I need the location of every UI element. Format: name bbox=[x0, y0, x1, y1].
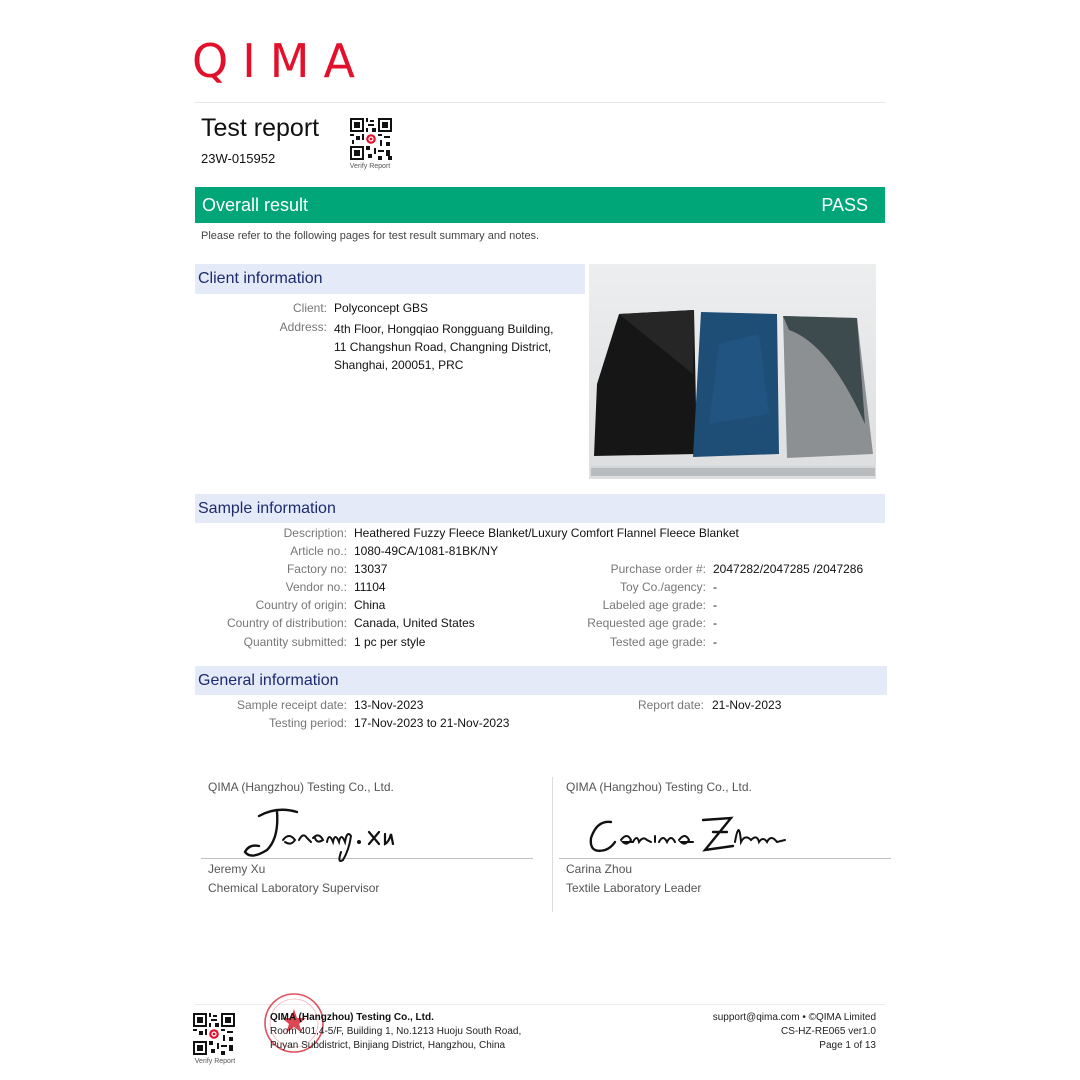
testing-period-label: Testing period: bbox=[268, 716, 347, 730]
vendor-no-label: Vendor no.: bbox=[285, 580, 347, 594]
footer-address-line: Room 401,4-5/F, Building 1, No.1213 Huoju South Road, bbox=[270, 1026, 522, 1037]
signer-role: Chemical Laboratory Supervisor bbox=[208, 881, 380, 895]
client-value: Polyconcept GBS bbox=[334, 301, 429, 315]
address-label: Address: bbox=[279, 320, 327, 334]
requested-age-value: - bbox=[713, 616, 717, 630]
footer-verify-qr[interactable] bbox=[188, 1013, 244, 1065]
address-line: 11 Changshun Road, Changning District, bbox=[334, 340, 552, 354]
address-value bbox=[334, 320, 554, 374]
testing-period-value: 17-Nov-2023 to 21-Nov-2023 bbox=[354, 716, 510, 730]
labeled-age-label: Labeled age grade: bbox=[602, 598, 706, 612]
signature-image bbox=[559, 794, 891, 858]
overall-result-label: Overall result bbox=[202, 194, 309, 215]
country-distribution-label: Country of distribution: bbox=[226, 616, 347, 630]
labeled-age-value: - bbox=[713, 598, 717, 612]
tested-age-label: Tested age grade: bbox=[609, 635, 706, 649]
sample-receipt-label: Sample receipt date: bbox=[236, 698, 347, 712]
factory-no-label: Factory no: bbox=[286, 562, 347, 576]
signer-company: QIMA (Hangzhou) Testing Co., Ltd. bbox=[566, 780, 752, 794]
footer-doc-code: CS-HZ-RE065 ver1.0 bbox=[780, 1026, 876, 1037]
purchase-order-value: 2047282/2047285 /2047286 bbox=[713, 562, 864, 576]
quantity-value: 1 pc per style bbox=[354, 635, 426, 649]
signature-image bbox=[201, 794, 533, 858]
purchase-order-label: Purchase order #: bbox=[610, 562, 706, 576]
signature-block-2 bbox=[559, 780, 891, 895]
footer-company-name: QIMA (Hangzhou) Testing Co., Ltd. bbox=[270, 1012, 434, 1023]
address-line: 4th Floor, Hongqiao Rongguang Building, bbox=[334, 322, 554, 336]
factory-no-value: 13037 bbox=[354, 562, 388, 576]
overall-result-bar bbox=[195, 187, 885, 223]
header-divider bbox=[195, 102, 885, 103]
qima-logo: QIMA bbox=[192, 34, 369, 88]
qr-code-icon bbox=[350, 118, 392, 160]
signer-company: QIMA (Hangzhou) Testing Co., Ltd. bbox=[208, 780, 394, 794]
signer-name: Carina Zhou bbox=[566, 862, 633, 876]
requested-age-label: Requested age grade: bbox=[587, 616, 706, 630]
country-origin-label: Country of origin: bbox=[255, 598, 347, 612]
country-distribution-value: Canada, United States bbox=[354, 616, 475, 630]
client-information-heading bbox=[195, 264, 585, 294]
description-value: Heathered Fuzzy Fleece Blanket/Luxury Comfort Flannel Fleece Blanket bbox=[354, 526, 739, 540]
country-origin-value: China bbox=[354, 598, 386, 612]
toy-agency-label: Toy Co./agency: bbox=[619, 580, 706, 594]
section-title: General information bbox=[198, 671, 339, 689]
quantity-label: Quantity submitted: bbox=[243, 635, 347, 649]
tested-age-value: - bbox=[713, 635, 717, 649]
verify-report-label: Verify Report bbox=[349, 163, 391, 170]
section-title: Client information bbox=[198, 270, 323, 287]
article-value: 1080-49CA/1081-81BK/NY bbox=[354, 544, 499, 558]
article-label: Article no.: bbox=[290, 544, 347, 558]
sample-receipt-value: 13-Nov-2023 bbox=[354, 698, 424, 712]
description-label: Description: bbox=[283, 526, 347, 540]
report-number: 23W-015952 bbox=[201, 151, 276, 166]
report-date-label: Report date: bbox=[637, 698, 704, 712]
vendor-no-value: 11104 bbox=[354, 580, 386, 594]
verify-report-label: Verify Report bbox=[194, 1058, 236, 1065]
qr-code-icon bbox=[193, 1013, 235, 1055]
sample-photo bbox=[589, 264, 876, 479]
footer-contact: support@qima.com • ©QIMA Limited bbox=[712, 1012, 876, 1023]
toy-agency-value: - bbox=[713, 580, 717, 594]
result-note: Please refer to the following pages for test result summary and notes. bbox=[201, 230, 540, 242]
verify-report-qr[interactable] bbox=[340, 118, 402, 170]
report-date-value: 21-Nov-2023 bbox=[712, 698, 782, 712]
signer-name: Jeremy Xu bbox=[208, 862, 266, 876]
overall-result-value: PASS bbox=[821, 194, 868, 215]
address-line: Shanghai, 200051, PRC bbox=[334, 358, 464, 372]
page-title: Test report bbox=[201, 114, 320, 142]
section-title: Sample information bbox=[198, 499, 336, 517]
sample-information-heading bbox=[195, 494, 885, 523]
footer-address-line: Puyan Subdistrict, Binjiang District, Hangzhou, China bbox=[270, 1040, 506, 1051]
signer-role: Textile Laboratory Leader bbox=[566, 881, 702, 895]
general-information-heading bbox=[195, 666, 887, 695]
page-number: Page 1 of 13 bbox=[819, 1040, 876, 1051]
client-label: Client: bbox=[292, 301, 327, 315]
signature-divider bbox=[552, 777, 553, 912]
signature-block-1 bbox=[201, 780, 533, 895]
